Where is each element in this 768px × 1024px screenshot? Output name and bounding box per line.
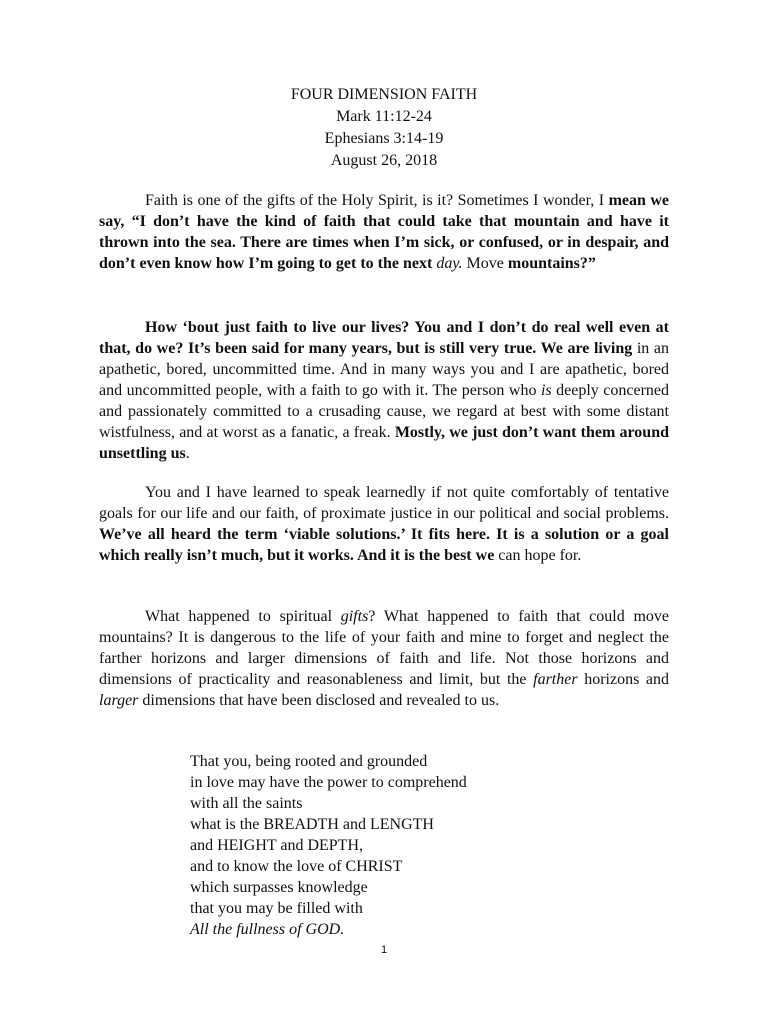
- paragraph-4-text-e: horizons and: [577, 671, 670, 688]
- scripture-reference-mark: Mark 11:12-24: [336, 108, 432, 125]
- verse-line: that you may be filled with: [190, 900, 363, 917]
- paragraph-3-text-b: We’ve all heard the term ‘viable solutions.’ It fits here. It is a solution or a goal which really isn’t much, but it works. And it is the best we: [99, 526, 669, 564]
- paragraph-4-text-c: ? What happened to faith that could move mountains? It is dangerous to the life of your faith and mine to forget and neglect the farther horizons and larger dimensions of faith and life. Not those horizons and dimensions of practicality and reasonableness and limit, but the: [99, 608, 669, 688]
- paragraph-4-text-g: dimensions that have been disclosed and revealed to us.: [138, 692, 500, 709]
- paragraph-2-text-d: deeply concerned and passionately committed to a crusading cause, we regard at best with some distant wistfulness, and at worst as a fanatic, a freak.: [99, 382, 669, 441]
- sermon-header: [0, 84, 768, 172]
- paragraph-2-text-e: Mostly, we just don’t want them around unsettling us: [99, 424, 669, 462]
- paragraph-1: [99, 190, 669, 274]
- paragraph-4-text-a: What happened to spiritual: [145, 608, 341, 625]
- verse-line: which surpasses knowledge: [190, 879, 368, 896]
- sermon-title: FOUR DIMENSION FAITH: [290, 86, 478, 103]
- paragraph-3-text-c: can hope for.: [494, 547, 582, 564]
- page-number: 1: [380, 944, 388, 956]
- scripture-quote: [190, 751, 467, 940]
- paragraph-1-text-c: day.: [436, 255, 463, 272]
- paragraph-3-text-a: You and I have learned to speak learnedly if not quite comfortably of tentative goals for our life and our faith, of proximate justice in our political and social problems.: [99, 484, 669, 522]
- paragraph-2-text-b: in an apathetic, bored, uncommitted time. And in many ways you and I are apathetic, bored and uncommitted people, with a faith to go with it. The person who: [99, 340, 670, 399]
- scripture-reference-ephesians: Ephesians 3:14-19: [324, 130, 444, 147]
- paragraph-4: [99, 606, 669, 711]
- paragraph-2-text-a: How ‘bout just faith to live our lives? You and I don’t do real well even at that, do we? It’s been said for many years, but is still very true. We are living: [99, 319, 669, 357]
- paragraph-2-text-f: .: [185, 445, 190, 462]
- paragraph-2-text-c: is: [540, 382, 552, 399]
- paragraph-1-text-d: Move: [462, 255, 508, 272]
- paragraph-2: [99, 317, 669, 464]
- paragraph-4-text-d: farther: [533, 671, 578, 688]
- verse-line: what is the BREADTH and LENGTH: [190, 816, 434, 833]
- verse-line: in love may have the power to comprehend: [190, 774, 467, 791]
- verse-line: and HEIGHT and DEPTH,: [190, 837, 364, 854]
- paragraph-1-text-b: mean we say, “I don’t have the kind of faith that could take that mountain and have it thrown into the sea. There are times when I’m sick, or confused, or in despair, and don’t even know how I’m going to get to the next: [99, 192, 670, 272]
- verse-line: and to know the love of CHRIST: [190, 858, 403, 875]
- paragraph-1-text-e: mountains?”: [507, 255, 596, 272]
- paragraph-4-text-b: gifts: [340, 608, 369, 625]
- verse-line: That you, being rooted and grounded: [190, 753, 428, 770]
- paragraph-4-text-f: larger: [99, 692, 139, 709]
- paragraph-3: [99, 482, 669, 566]
- sermon-date: August 26, 2018: [330, 152, 438, 169]
- paragraph-1-text-a: Faith is one of the gifts of the Holy Spirit, is it? Sometimes I wonder, I: [145, 192, 609, 209]
- verse-line-final: All the fullness of GOD.: [190, 921, 345, 938]
- verse-line: with all the saints: [190, 795, 303, 812]
